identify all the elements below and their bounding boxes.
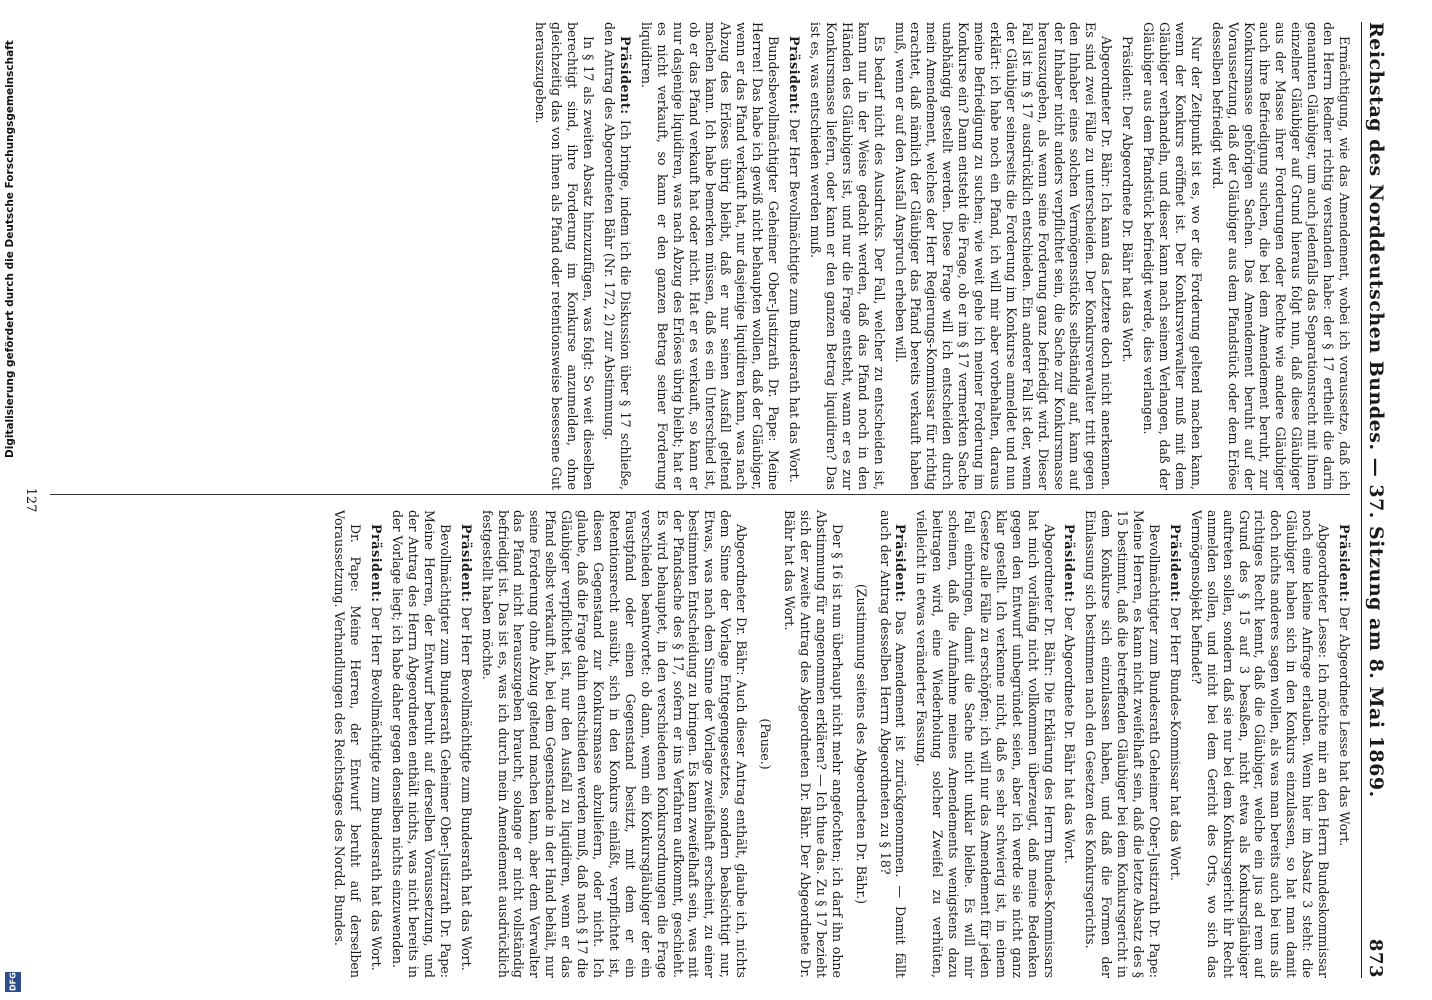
page-number: 873 bbox=[1365, 938, 1387, 978]
body-paragraph: Dr. Pape: Meine Herren, der Entwurf beruht auf derselben Voraussetzung. Verhandlungen des Reichstages des Nordd. Bundes. bbox=[332, 510, 364, 978]
digitization-sidebar bbox=[0, 0, 26, 1000]
body-paragraph: Bundesbevollmächtigter Geheimer Ober-Justizrath Dr. Pape: Meine Herren! Das habe ich gewiß nicht behaupten wollen, daß der Gläubiger, wenn er das Pfand verkauft hat, nur dasjenige liquidiren kann, was nach Abzug des Erlöses übrig bleibt, daß er nur seinen Ausfall geltend machen kann. Ich habe bemerken müssen, daß es ein Unterschied ist, ob er das Pfand verkauft hat oder nicht. Hat er es verkauft, so kann er nur dasjenige liquidiren, was nach Abzug des Erlöses übrig bleibt; hat er es nicht verkauft, so kann er den ganzen Betrag seiner Forderung liquidiren. bbox=[638, 22, 782, 490]
body-paragraph: Präsident: Der Abgeordnete Dr. Bähr hat das Wort. bbox=[1120, 36, 1136, 363]
body-paragraph: Der § 16 ist nun überhaupt nicht mehr angefochten; ich darf ihn ohne Abstimmung für angenommen erklären? — Ich thue das. Zu § 17 bezieht sich der zweite Antrag des Abgeordneten Dr. Bähr. Der Abgeordnete Dr. Bähr hat das Wort. bbox=[782, 510, 845, 978]
speaker-name: Präsident: bbox=[787, 36, 803, 115]
stage-direction: (Zustimmung seitens des Abgeordneten Dr. Bähr.) bbox=[853, 583, 869, 905]
speaker-name: Präsident: bbox=[1337, 524, 1352, 603]
speaker-paragraph: Präsident: Der Herr Bevollmächtigte zum Bundesrath hat das Wort. bbox=[458, 524, 474, 971]
body-paragraph: Nur der Zeitpunkt ist es, wo er die Forderung geltend machen kann, wenn der Konkurs eröffnet ist. Der Konkursverwalter muß mit dem Gläubiger verhandeln, und dieser kann nach seinem Verlangen, daß der Gläubiger aus dem Pfandstück befriedigt werde, dies verlangen. bbox=[1141, 22, 1204, 490]
right-column bbox=[42, 510, 1352, 978]
speaker-paragraph: Präsident: Der Herr Bevollmächtigte zum Bundesrath hat das Wort. bbox=[787, 36, 803, 483]
body-paragraph: Es bedarf nicht des Ausdrucks. Der Fall, welcher zu entscheiden ist, kann nur in der Weise gedacht werden, daß das Pfand noch in den Händen des Gläubigers ist, und nur die Frage entsteht, wann er es zur Konkursmasse liefern, oder kann er den ganzen Betrag liquidiren? Das ist es, was entschieden werden muß. bbox=[808, 22, 887, 490]
column-divider bbox=[50, 494, 1350, 495]
speaker-paragraph: Präsident: Das Amendement ist zurückgenommen. — Damit fällt auch der Antrag desselben Herrn Abgeordneten zu § 18? bbox=[877, 510, 909, 978]
page-header bbox=[1361, 22, 1390, 978]
speaker-paragraph: Präsident: Der Abgeordnete Dr. Bähr hat das Wort. bbox=[1062, 524, 1078, 864]
speaker-paragraph: Präsident: Ich bringe, indem ich die Diskussion über § 17 schließe, den Antrag des Abgeordneten Bähr (Nr. 172, 2) zur Abstimmung. bbox=[602, 22, 634, 490]
body-paragraph: Abgeordneter Dr. Bähr: Auch dieser Antrag enthält, glaube ich, nichts dem Sinne der Vorlage Entgegengesetztes, sondern beabsichtigt nur, Etwas, was nach dem Sinne der Vorlage zweifelhaft erscheint, zu einer bestimmten Entscheidung zu bringen. Es kann zweifelhaft sein, was mit der Pfandsache des § 17, sofern er ins Verfahren aufkommt, geschieht. Es wird behauptet, in den verschiedenen Konkursordnungen die Frage verschieden beantwortet: ob dann, wenn ein Konkursgläubiger der ein Faustpfand oder einen Gegenstand besitzt, mit dem er ein Retentionsrecht ausübt, sich in den Konkurs einläßt, verpflichtet ist, diesen Gegenstand zur Konkursmasse abzuliefern, oder nicht. Ich glaube, daß die Frage dahin entschieden werden muß, daß nach § 17 die Gläubiger verpflichtet ist, nur den Ausfall zu liquidiren, wenn er das Pfand selbst verkauft hat, bei dem Gegenstande in der Hand behält, nur seine Forderung ohne Abzug geltend machen kann, aber dem Verwalter das Pfand nicht herauszugeben braucht, solange er nicht vollständig befriedigt ist. Das ist es, was ich durch mein Amendement ausdrücklich festgestellt haben möchte. bbox=[479, 510, 750, 978]
page-signature: 127 bbox=[23, 487, 38, 513]
speaker-name: Präsident: bbox=[458, 524, 474, 603]
speaker-paragraph: Präsident: Der Herr Bevollmächtigte zum Bundesrath hat das Wort. bbox=[369, 524, 385, 971]
stage-direction: (Pause.) bbox=[758, 718, 774, 770]
speaker-name: Präsident: bbox=[618, 36, 634, 115]
body-paragraph: Abgeordneter Dr. Bähr: Ich kann das Letztere doch nicht anerkennen. Es sind zwei Fälle zu unterscheiden. Der Konkursverwalter tritt gegen den Inhaber eines solchen Vermögensstücks selbständig auf, kann auf der Inhaber nicht anders verpflichtet sein, die Sache zur Konkursmasse herauszugeben, als wenn seine Forderung ganz befriedigt wird. Dieser Fall ist im § 17 ausdrücklich entschieden. Ein anderer Fall ist der, wenn der Gläubiger seinerseits die Forderung im Konkurse anmeldet und nun erklärt: ich habe noch ein Pfand, ich will mir aber vorbehalten, daraus meine Befriedigung zu suchen; wie weit gehe ich meiner Forderung im Konkurse ein? Dann entsteht die Frage, ob er im § 17 vermerkten Sache unabhängig gestellt werden. Diese Frage will ich entscheiden durch mein Amendement, welches der Herr Regierungs-Kommissar für richtig erachtet, daß nämlich der Gläubiger das Pfand bereits verkauft haben muß, wenn er auf den Ausfall Anspruch erheben will. bbox=[892, 22, 1115, 490]
speaker-name: Präsident: bbox=[369, 524, 385, 603]
body-paragraph: Abgeordneter Lesse: Ich möchte mir an den Herrn Bundeskommissar noch eine kleine Anfrage erlauben. Wenn hier im Absatz 3 steht: die Gläubiger haben sich in den Konkurs einzulassen, so hat man damit doch nichts anderes sagen wollen, als was man bereits auch bei uns als richtiges Recht kennt, daß die Gläubiger, welche ein jus ad rem auf Grund des § 15 auf 3 besaßen, nicht etwa als Konkursgläubiger auftreten sollen, sondern daß sie nur bei dem Konkursgericht ihr Recht anmelden sollen, und nicht bei dem Gericht des Orts, wo sich das Vermögensobjekt befindet? bbox=[1188, 510, 1332, 978]
speaker-name: Präsident: bbox=[1167, 524, 1183, 603]
body-paragraph: Abgeordneter Dr. Bähr: Die Erklärung des Herrn Bundes-Kommissars hat mich vorläufig nicht vollkommen überzeugt, daß meine Bedenken gegen den Entwurf unbegründet seien, aber ich werde sie nicht ganz klar gestellt. Ich verkenne nicht, daß es sehr schwierig ist, in einem Gesetze alle Fälle zu erschöpfen; ich will nur das Amendement für jeden Fall einbringen, damit die Sache nicht unklar bleibe. Es will mir scheinen, daß die Aufnahme meines Amendements wenigstens dazu beitragen wird, eine Wiederholung solcher Zweifel zu verhüten, vielleicht in etwas veränderter Fassung. bbox=[914, 510, 1057, 978]
dfg-logo: DFG bbox=[5, 972, 21, 992]
speaker-name: Präsident: bbox=[1062, 524, 1078, 603]
body-paragraph: Bevollmächtigter zum Bundesrath Geheimer Ober-Justizrath Dr. Pape: Meine Herren, es kann nicht zweifelhaft sein, daß die letzte Absatz des § 15 bestimmt, daß die betreffenden Gläubiger bei dem Konkursgericht in dem Konkurse sich einzulassen haben, und daß die Formen der Einlassung sich bestimmen nach den Gesetzen des Konkursgerichts. bbox=[1083, 510, 1163, 978]
running-title: Reichstag des Norddeutschen Bundes. — 37. Sitzung am 8. Mai 1869. bbox=[1365, 22, 1387, 798]
speaker-paragraph: Präsident: Der Herr Bundes-Kommissar hat das Wort. bbox=[1167, 524, 1183, 881]
body-paragraph: Bevollmächtigter zum Bundesrath Geheimer Ober-Justizrath Dr. Pape: Meine Herren, der Entwurf beruht auf derselben Voraussetzung, und der Antrag des Herrn Abgeordneten enthält nichts, was nicht bereits in der Vorlage liegt; ich habe daher gegen denselben nichts einzuwenden. bbox=[390, 510, 453, 978]
speaker-paragraph: Präsident: Der Abgeordnete Lesse hat das Wort. bbox=[1337, 524, 1352, 847]
body-paragraph: Ermächtigung, wie das Amendement, wobei ich voraussetze, daß ich den Herrn Redner richtig verstanden habe: der § 17 ertheilt die darin genannten Gläubiger, um auch jedenfalls das Separationsrecht mit ihnen einzelner Gläubiger auf Grund hieraus folgt nun, daß diese Gläubiger aus der Masse ihrer Forderungen oder Rechte wie andere Gläubiger auch ihre Befriedigung suchen, die bei dem Amendement beruht, zur Konkursmasse gehörigen Sachen. Das Amendement beruht auf der Voraussetzung, daß der Gläubiger aus dem Pfandstück oder dem Erlöse desselben befriedigt wird. bbox=[1209, 22, 1352, 490]
body-paragraph: In § 17 als zweiten Absatz hinzuzufügen, was folgt: So weit dieselben berechtigt sind, ihre Forderung im Konkurse anzumelden, ohne gleichzeitig das von ihnen als Pfand oder retentionsweise besessene Gut herauszugeben. bbox=[533, 22, 597, 490]
left-column bbox=[42, 22, 1352, 490]
speaker-name: Präsident: bbox=[893, 524, 909, 603]
funding-credit: Digitalisierung gefördert durch die Deutsche Forschungsgemeinschaft bbox=[4, 40, 16, 458]
